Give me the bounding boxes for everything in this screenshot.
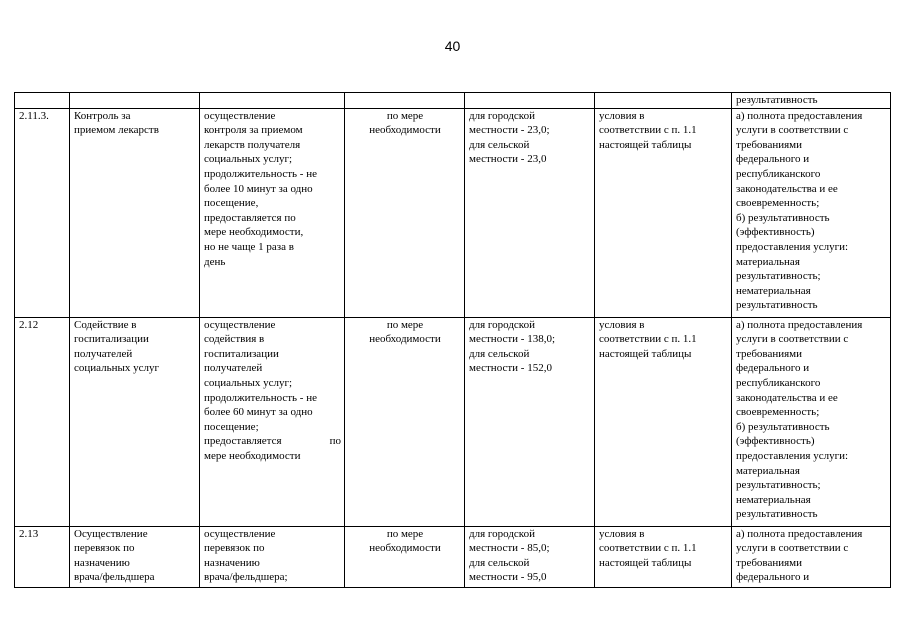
- table-cell-evaluation: результативность: [732, 93, 891, 109]
- description-line: получателей: [204, 362, 263, 375]
- service-conditions: условия в соответствии с п. 1.1 настоящей таблицы: [595, 526, 732, 587]
- table-cell: [465, 93, 595, 109]
- service-periodicity: по мере необходимости: [345, 317, 465, 526]
- service-number: 2.11.3.: [15, 108, 70, 317]
- description-line: госпитализации: [204, 347, 279, 360]
- service-conditions: условия в соответствии с п. 1.1 настоящей таблицы: [595, 108, 732, 317]
- table-row-continuation: [15, 93, 891, 109]
- description-line: содействия в: [204, 333, 265, 346]
- description-line: мере необходимости: [204, 449, 301, 462]
- table-cell: [70, 93, 200, 109]
- table-cell: [595, 93, 732, 109]
- service-tariff: для городской местности - 85,0; для сельской местности - 95,0: [465, 526, 595, 587]
- service-number: 2.12: [15, 317, 70, 526]
- table-cell: [15, 93, 70, 109]
- service-conditions: условия в соответствии с п. 1.1 настоящей таблицы: [595, 317, 732, 526]
- service-name: Содействие в госпитализации получателей социальных услуг: [70, 317, 200, 526]
- service-description: осуществление контроля за приемом лекарств получателя социальных услуг; продолжительность - не более 10 минут за одно посещение, предоставляется по мере необходимости, но не чаще 1 раза в день: [200, 108, 345, 317]
- service-name: Осуществление перевязок по назначению врача/фельдшера: [70, 526, 200, 587]
- service-number: 2.13: [15, 526, 70, 587]
- service-evaluation: а) полнота предоставления услуги в соответствии с требованиями федерального и: [732, 526, 891, 587]
- table-cell: [345, 93, 465, 109]
- description-line: посещение;: [204, 420, 259, 433]
- service-description: [200, 317, 345, 526]
- page-number: 40: [444, 38, 461, 54]
- table-row: [15, 108, 891, 317]
- table-row: [15, 317, 891, 526]
- service-tariff: для городской местности - 23,0; для сельской местности - 23,0: [465, 108, 595, 317]
- service-tariff: для городской местности - 138,0; для сельской местности - 152,0: [465, 317, 595, 526]
- table-cell: [200, 93, 345, 109]
- service-description: осуществление перевязок по назначению врача/фельдшера;: [200, 526, 345, 587]
- description-line: социальных услуг;: [204, 376, 293, 389]
- service-name: Контроль за приемом лекарств: [70, 108, 200, 317]
- service-periodicity: по мере необходимости: [345, 526, 465, 587]
- service-periodicity: по мере необходимости: [345, 108, 465, 317]
- description-line: продолжительность - не: [204, 391, 317, 404]
- description-line-justified: предоставляется по: [204, 435, 341, 448]
- table-row: [15, 526, 891, 587]
- service-evaluation: а) полнота предоставления услуги в соответствии с требованиями федерального и республиканского законодательства и ее своевременность; б) результативность (эффективность) предоставления услуги: материальная результативность; нематериальная результативность: [732, 108, 891, 317]
- description-line: более 60 минут за одно: [204, 406, 313, 419]
- service-evaluation: а) полнота предоставления услуги в соответствии с требованиями федерального и республиканского законодательства и ее своевременность; б) результативность (эффективность) предоставления услуги: материальная результативность; нематериальная результативность: [732, 317, 891, 526]
- services-table: [14, 92, 891, 588]
- description-line: осуществление: [204, 318, 276, 331]
